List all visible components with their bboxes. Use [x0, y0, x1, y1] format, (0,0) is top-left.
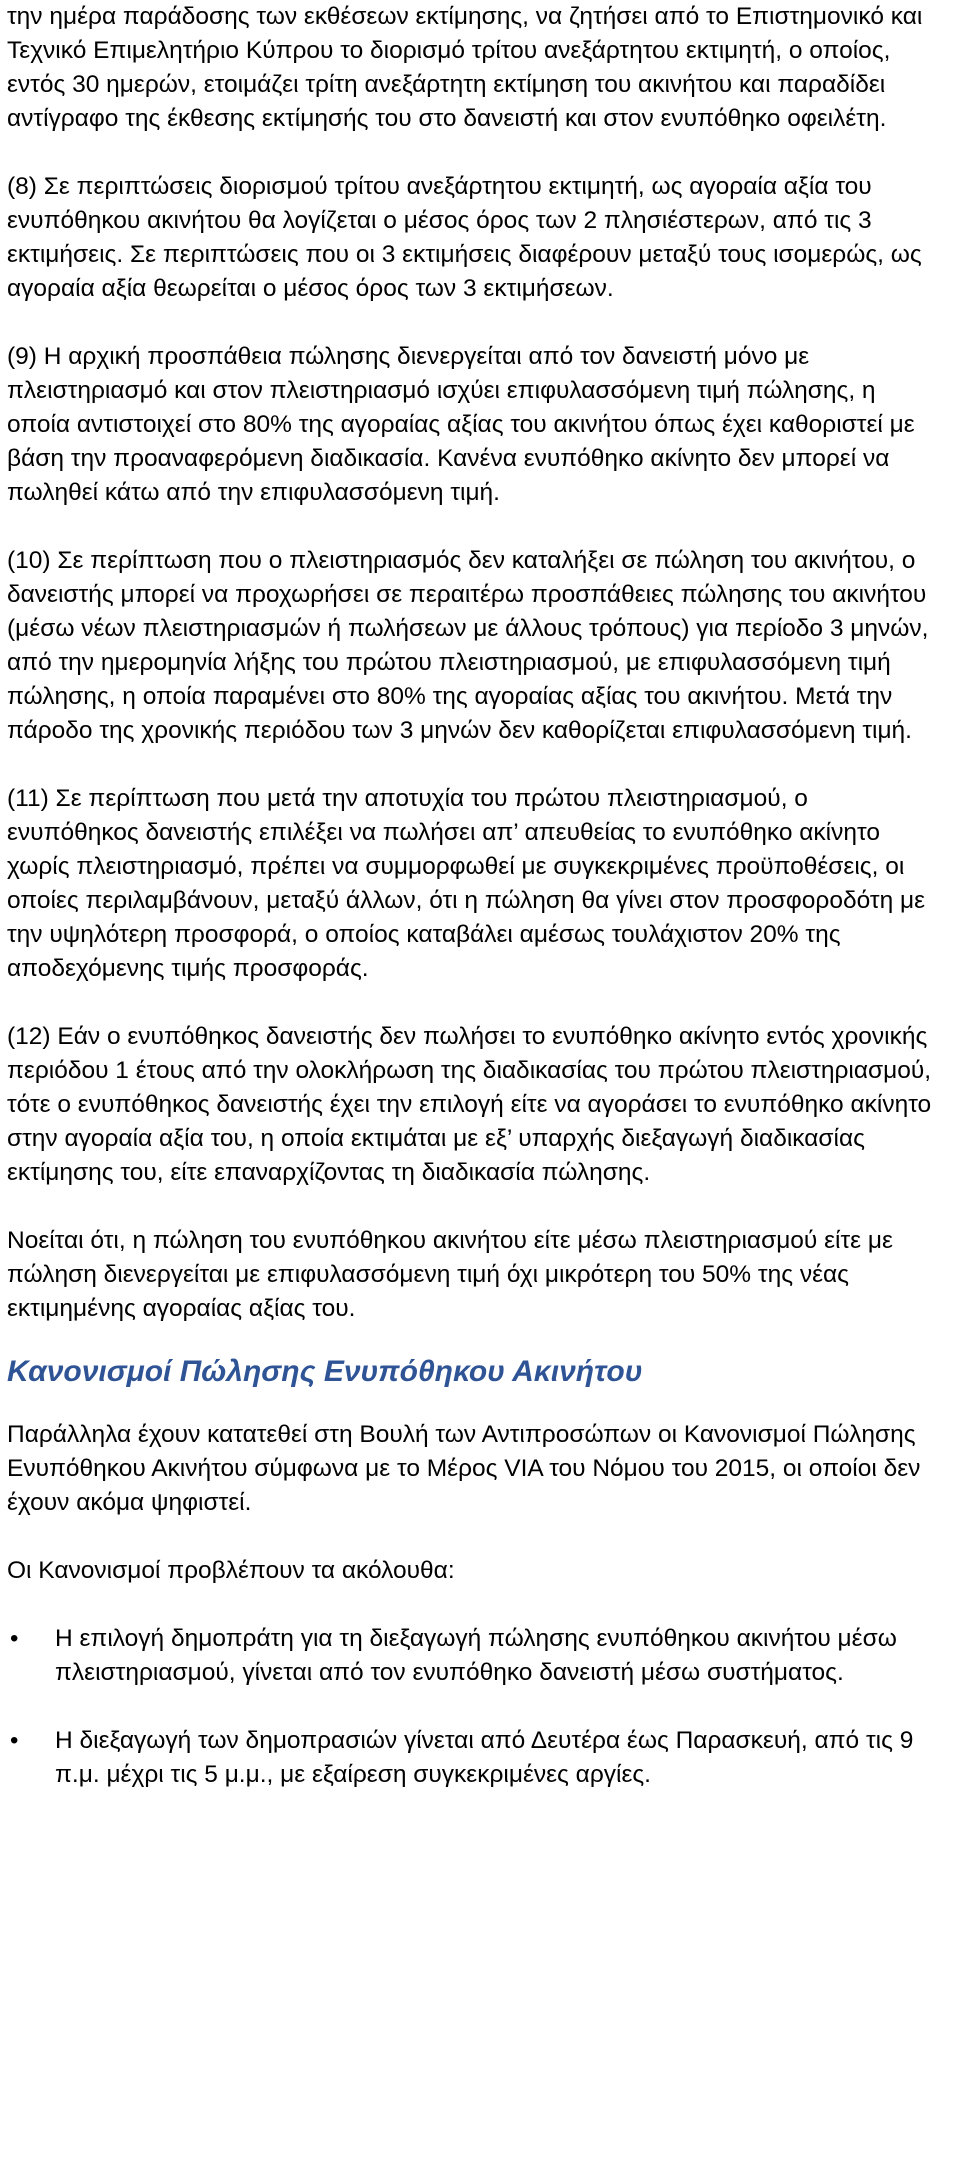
paragraph-10: (10) Σε περίπτωση που ο πλειστηριασμός δεν καταλήξει σε πώληση του ακινήτου, ο δανειστής μπορεί να προχωρήσει σε περαιτέρω προσπάθειες πώλησης του ακινήτου (μέσω νέων πλειστηριασμών ή πωλήσεων με άλλους τρόπους) για περίοδο 3 μηνών, από την ημερομηνία λήξης του πρώτου πλειστηριασμού, με επιφυλασσόμενη τιμή πώλησης, η οποία παραμένει στο 80% της αγοραίας αξίας του ακινήτου. Μετά την πάροδο της χρονικής περιόδου των 3 μηνών δεν καθορίζεται επιφυλασσόμενη τιμή. [7, 547, 929, 744]
paragraph-9: (9) Η αρχική προσπάθεια πώλησης διενεργείται από τον δανειστή μόνο με πλειστηριασμό και στον πλειστηριασμό ισχύει επιφυλασσόμενη τιμή πώλησης, η οποία αντιστοιχεί στο 80% της αγοραίας αξίας του ακινήτου όπως έχει καθοριστεί με βάση την προαναφερόμενη διαδικασία. Κανένα ενυπόθηκο ακίνητο δεν μπορεί να πωληθεί κάτω από την επιφυλασσόμενη τιμή. [7, 343, 915, 506]
bullet-dot-icon: • [10, 1727, 19, 1754]
paragraph-intro-continuation: την ημέρα παράδοσης των εκθέσεων εκτίμησης, να ζητήσει από το Επιστημονικό και Τεχνικό Επιμελητήριο Κύπρου το διορισμό τρίτου ανεξάρτητου εκτιμητή, ο οποίος, εντός 30 ημερών, ετοιμάζει τρίτη ανεξάρτητη εκτίμηση του ακινήτου και παραδίδει αντίγραφο της έκθεσης εκτίμησής του στο δανειστή και στον ενυπόθηκο οφειλέτη. [7, 3, 923, 132]
paragraph-12: (12) Εάν ο ενυπόθηκος δανειστής δεν πωλήσει το ενυπόθηκο ακίνητο εντός χρονικής περιόδου 1 έτους από την ολοκλήρωση της διαδικασίας του πρώτου πλειστηριασμού, τότε ο ενυπόθηκος δανειστής έχει την επιλογή είτε να αγοράσει το ενυπόθηκο ακίνητο στην αγοραία αξία του, η οποία εκτιμάται με εξ’ υπαρχής διεξαγωγή διαδικασίας εκτίμησης του, είτε επαναρχίζοντας τη διαδικασία πώλησης. [7, 1023, 932, 1186]
section-heading: Κανονισμοί Πώλησης Ενυπόθηκου Ακινήτου [7, 1355, 643, 1388]
bullet-item [7, 1724, 932, 1792]
bullet-item [7, 1622, 932, 1690]
paragraph-8: (8) Σε περιπτώσεις διορισμού τρίτου ανεξάρτητου εκτιμητή, ως αγοραία αξία του ενυπόθηκου ακινήτου θα λογίζεται ο μέσος όρος των 2 πλησιέστερων, από τις 3 εκτιμήσεις. Σε περιπτώσεις που οι 3 εκτιμήσεις διαφέρουν μεταξύ τους ισομερώς, ως αγοραία αξία θεωρείται ο μέσος όρος των 3 εκτιμήσεων. [7, 173, 922, 302]
bullet-text: Η επιλογή δημοπράτη για τη διεξαγωγή πώλησης ενυπόθηκου ακινήτου μέσω πλειστηριασμού, γίνεται από τον ενυπόθηκο δανειστή μέσω συστήματος. [55, 1625, 897, 1686]
paragraph-regulations-provide: Οι Κανονισμοί προβλέπουν τα ακόλουθα: [7, 1557, 455, 1584]
paragraph-parallel: Παράλληλα έχουν κατατεθεί στη Βουλή των Αντιπροσώπων οι Κανονισμοί Πώλησης Ενυπόθηκου Ακινήτου σύμφωνα με το Μέρος VIA του Νόμου του 2015, οι οποίοι δεν έχουν ακόμα ψηφιστεί. [7, 1421, 921, 1516]
bullet-dot-icon: • [10, 1625, 19, 1652]
bullet-list [7, 1622, 932, 1792]
paragraph-proviso: Νοείται ότι, η πώληση του ενυπόθηκου ακινήτου είτε μέσω πλειστηριασμού είτε με πώληση διενεργείται με επιφυλασσόμενη τιμή όχι μικρότερη του 50% της νέας εκτιμημένης αγοραίας αξίας του. [7, 1227, 893, 1322]
paragraph-11: (11) Σε περίπτωση που μετά την αποτυχία του πρώτου πλειστηριασμού, ο ενυπόθηκος δανειστής επιλέξει να πωλήσει απ’ απευθείας το ενυπόθηκο ακίνητο χωρίς πλειστηριασμό, πρέπει να συμμορφωθεί με συγκεκριμένες προϋποθέσεις, οι οποίες περιλαμβάνουν, μεταξύ άλλων, ότι η πώληση θα γίνει στον προσφοροδότη με την υψηλότερη προσφορά, ο οποίος καταβάλει αμέσως τουλάχιστον 20% της αποδεχόμενης τιμής προσφοράς. [7, 785, 926, 982]
bullet-text: Η διεξαγωγή των δημοπρασιών γίνεται από Δευτέρα έως Παρασκευή, από τις 9 π.μ. μέχρι τις 5 μ.μ., με εξαίρεση συγκεκριμένες αργίες. [55, 1727, 914, 1788]
